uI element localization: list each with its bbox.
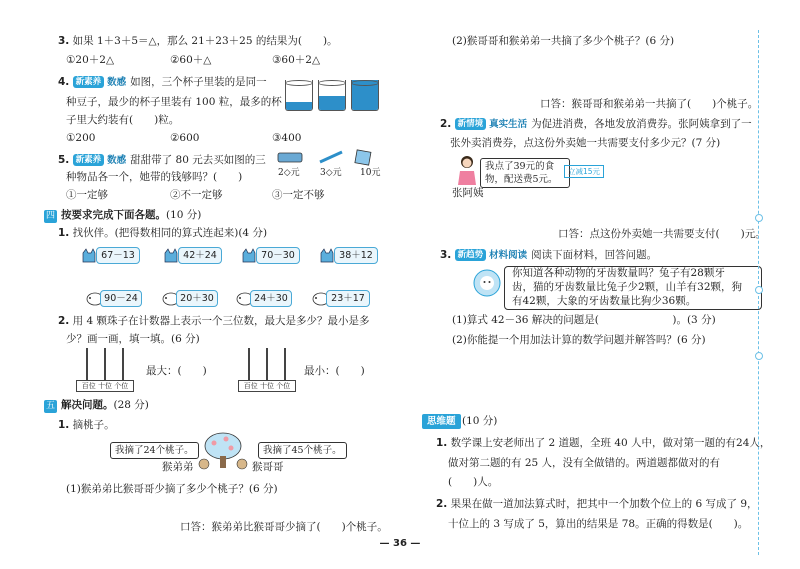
think-q2-number: 2. xyxy=(436,498,448,510)
cup-medium xyxy=(318,80,346,111)
q2-text2: 张外卖消费券，点这份外卖她一共需要支付多少元？(7 分) xyxy=(450,137,721,149)
q2-line1 xyxy=(440,117,752,132)
think-section-score: (10 分) xyxy=(462,415,498,427)
q4-option-2[interactable]: ②600 xyxy=(170,132,200,144)
cup-rim xyxy=(351,80,379,86)
s4q2-text2: 少？画一画，填一填。(6 分) xyxy=(66,333,200,345)
q3-right-sub1[interactable]: (1)算式 42－36 解决的问题是( )。(3 分) xyxy=(452,314,716,326)
match-card-top-1[interactable]: 67－13 xyxy=(96,247,140,264)
q4-text3: 子里大约装有( )粒。 xyxy=(66,114,180,126)
margin-dot xyxy=(755,286,763,294)
s4q1-line xyxy=(58,226,267,240)
price-notebook: 10元 xyxy=(360,168,381,178)
abacus-rod xyxy=(122,348,124,380)
order-bubble: 我点了39元的食物，配送费5元。 xyxy=(480,158,570,188)
think-q2-text2[interactable]: 十位上的 3 写成了 5，算出的结果是 78。正确的得数是( )。 xyxy=(448,518,749,530)
match-card-bottom-3[interactable]: 24＋30 xyxy=(250,290,292,307)
q3-right-number: 3. xyxy=(440,249,452,261)
section-5-title: 解决问题。 xyxy=(61,399,114,411)
match-card-bottom-4[interactable]: 23＋17 xyxy=(326,290,370,307)
material-line3: 有42颗，大象的牙齿数量比狗少36颗。 xyxy=(512,295,697,307)
q4-tag: 新素养 xyxy=(73,76,105,88)
match-card-bottom-1[interactable]: 90－24 xyxy=(100,290,142,307)
match-card-top-4[interactable]: 38＋12 xyxy=(334,247,378,264)
section-5-number: 五 xyxy=(45,401,55,411)
q5-text1: 甜甜带了 80 元去买如图的三 xyxy=(130,154,266,166)
q3-line xyxy=(58,34,338,48)
page-number: — 36 — xyxy=(379,538,421,549)
section-4-number: 四 xyxy=(45,211,55,221)
speech-bubble-left: 我摘了24个桃子。 xyxy=(110,442,199,459)
q3-option-1[interactable]: ①20＋2△ xyxy=(66,54,115,66)
pencil-case-icon xyxy=(278,153,302,162)
cup-fill xyxy=(319,96,345,110)
q2-person-name: 张阿姨 xyxy=(452,187,484,199)
s4q1-number: 1. xyxy=(58,227,70,239)
section-5-score: (28 分) xyxy=(113,399,149,411)
section-4-heading xyxy=(44,208,201,223)
q5-option-3[interactable]: ③一定不够 xyxy=(272,189,325,201)
material-line1: 你知道各种动物的牙齿数量吗？兔子有28颗牙 xyxy=(512,267,725,279)
q3-right-intro: 阅读下面材料，回答问题。 xyxy=(531,249,658,261)
section-4-score: (10 分) xyxy=(166,209,202,221)
price-pen: 3◇元 xyxy=(320,168,342,178)
s5q1-answer2[interactable]: 口答：猴哥哥和猴弟弟一共摘了( )个桃子。 xyxy=(540,98,759,110)
q4-text1: 如图，三个杯子里装的是同一 xyxy=(130,76,267,88)
think-q1-text1: 数学课上安老师出了 2 道题，全班 40 人中，做对第一题的有24人， xyxy=(450,437,771,449)
cup-fill xyxy=(286,102,312,110)
s5q1-sub1: (1)猴弟弟比猴哥哥少摘了多少个桃子？(6 分) xyxy=(66,483,278,495)
speech-bubble-right: 我摘了45个桃子。 xyxy=(258,442,347,459)
q3-option-3[interactable]: ③60＋2△ xyxy=(272,54,321,66)
q5-number: 5. xyxy=(58,154,70,166)
q5-items-picture xyxy=(276,148,376,168)
cup-rim xyxy=(318,80,346,86)
q5-tag2: 数感 xyxy=(107,155,127,166)
cup-full xyxy=(351,80,379,111)
woman-icon xyxy=(454,154,480,186)
q4-option-3[interactable]: ③400 xyxy=(272,132,302,144)
margin-dot xyxy=(755,214,763,222)
think-q1-number: 1. xyxy=(436,437,448,449)
think-q1-text2: 做对第二题的有 25 人，没有全做错的。两道题都做对的有 xyxy=(448,457,721,469)
abacus-rod xyxy=(104,348,106,380)
match-card-top-3[interactable]: 70－30 xyxy=(256,247,300,264)
q2-tag2: 真实生活 xyxy=(489,119,528,130)
abacus-rod xyxy=(86,348,88,380)
q5-option-2[interactable]: ②不一定够 xyxy=(170,189,223,201)
q5-tag: 新素养 xyxy=(73,154,105,166)
think-section-label: 思维题 xyxy=(422,414,461,429)
q3-right-tag2: 材料阅读 xyxy=(489,250,528,261)
q4-tag2: 数感 xyxy=(107,77,127,88)
q3-number: 3. xyxy=(58,35,70,47)
q4-number: 4. xyxy=(58,76,70,88)
abacus-rod xyxy=(248,348,250,380)
name-little-monkey: 猴弟弟 xyxy=(162,461,194,473)
q3-right-tag: 新趋势 xyxy=(455,249,487,261)
q2-number: 2. xyxy=(440,118,452,130)
max-answer[interactable]: 最大：( ) xyxy=(146,365,207,377)
abacus-rod xyxy=(266,348,268,380)
abacus-rod xyxy=(284,348,286,380)
q5-text2: 种物品各一个，她带的钱够吗？( ) xyxy=(66,171,243,183)
notebook-icon xyxy=(355,150,371,165)
pen-icon xyxy=(320,152,342,162)
name-big-monkey: 猴哥哥 xyxy=(252,461,284,473)
min-answer[interactable]: 最小：( ) xyxy=(304,365,365,377)
q2-tag: 新情境 xyxy=(455,118,487,130)
q3-right-sub2: (2)你能提一个用加法计算的数学问题并解答吗？(6 分) xyxy=(452,334,706,346)
coupon-card: 立减15元 xyxy=(564,165,604,178)
cup-small xyxy=(285,80,313,111)
s4q2-text1: 用 4 颗珠子在计数器上表示一个三位数，最大是多少？最小是多 xyxy=(72,315,370,327)
q3-right-line1 xyxy=(440,248,657,263)
abacus-base-label: 百位 十位 个位 xyxy=(76,380,134,392)
q3-text: 如果 1＋3＋5＝△，那么 21＋23＋25 的结果为( )。 xyxy=(72,35,338,47)
think-q1-line1 xyxy=(436,436,770,450)
price-pencil-case: 2◇元 xyxy=(278,168,300,178)
think-q1-text3[interactable]: ( )人。 xyxy=(448,476,499,488)
q2-answer[interactable]: 口答：点这份外卖她一共需要支付( )元。 xyxy=(558,228,766,240)
s5q1-line xyxy=(58,418,115,432)
q4-text2: 种豆子，最少的杯子里装有 100 粒，最多的杯 xyxy=(66,96,282,108)
s4q1-text: 找伙伴。(把得数相同的算式连起来)(4 分) xyxy=(72,227,268,239)
match-card-bottom-2[interactable]: 20＋30 xyxy=(176,290,218,307)
section-4-title: 按要求完成下面各题。 xyxy=(61,209,166,221)
think-q2-text1: 果果在做一道加法算式时，把其中一个加数个位上的 6 写成了 9， xyxy=(450,498,758,510)
page-number-value: 36 xyxy=(393,538,407,549)
s5q1-text: 摘桃子。 xyxy=(72,419,115,431)
sun-mascot-icon xyxy=(472,268,502,298)
match-card-top-2[interactable]: 42＋24 xyxy=(178,247,222,264)
margin-dot xyxy=(755,352,763,360)
s5q1-sub2: (2)猴哥哥和猴弟弟一共摘了多少个桃子？(6 分) xyxy=(452,35,675,47)
cup-rim xyxy=(285,80,313,86)
s5q1-number: 1. xyxy=(58,419,70,431)
s4q2-number: 2. xyxy=(58,315,70,327)
material-line2: 齿，猫的牙齿数量比兔子少2颗，山羊有32颗，狗 xyxy=(512,281,743,293)
q4-option-1[interactable]: ①200 xyxy=(66,132,96,144)
think-q2-line1 xyxy=(436,497,758,511)
q5-option-1[interactable]: ①一定够 xyxy=(66,189,108,201)
s4q2-line1 xyxy=(58,314,370,328)
q3-option-2[interactable]: ②60＋△ xyxy=(170,54,212,66)
q4-line1 xyxy=(58,75,267,90)
section-5-heading xyxy=(44,398,149,413)
s5q1-answer1[interactable]: 口答：猴弟弟比猴哥哥少摘了( )个桃子。 xyxy=(180,521,388,533)
abacus-base-label: 百位 十位 个位 xyxy=(238,380,296,392)
q2-text1: 为促进消费，各地发放消费券。张阿姨拿到了一 xyxy=(531,118,752,130)
q5-line1 xyxy=(58,153,266,168)
peach-tree-icon xyxy=(196,430,250,470)
